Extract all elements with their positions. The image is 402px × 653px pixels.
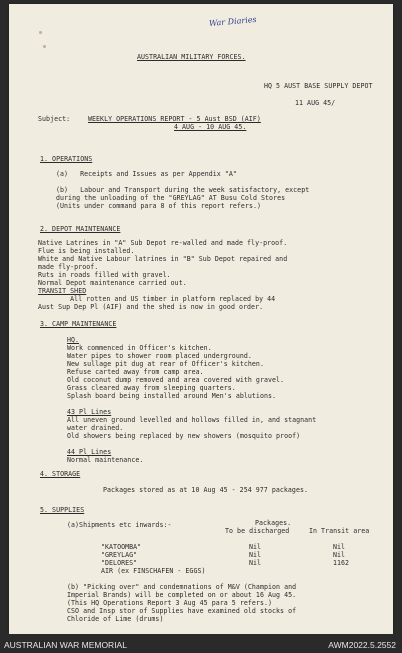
punch-hole <box>39 31 42 34</box>
section-title: 5. SUPPLIES <box>40 506 85 514</box>
text-line: (a)Shipments etc inwards:- <box>67 521 172 529</box>
subject-label: Subject: <box>38 115 71 123</box>
text-line: Imperial Brands) will be completed on or about 16 Aug 45. <box>67 591 297 599</box>
subsection-title: 44 Pl Lines <box>67 448 112 456</box>
text-line: Aust Sup Dep Pl (AIF) and the shed is now in good order. <box>38 303 264 311</box>
text-line: Water pipes to shower room placed underground. <box>67 352 252 360</box>
text-line: All uneven ground levelled and hollows filled in, and stagnant <box>67 416 317 424</box>
text-line: made fly-proof. <box>38 263 99 271</box>
table-row-name: "GREYLAG" <box>101 551 138 559</box>
text-line: Old showers being replaced by new showers (mosquito proof) <box>67 432 301 440</box>
footer-credit: AUSTRALIAN WAR MEMORIAL <box>4 640 127 650</box>
punch-hole <box>43 45 46 48</box>
footer-accession: AWM2022.5.2552 <box>328 640 396 650</box>
table-cell: Nil <box>333 551 346 559</box>
text-line: (Units under command para 8 of this report refers.) <box>56 202 262 210</box>
table-row-name: "DELORES" <box>101 559 138 567</box>
subject-line-2: 4 AUG - 10 AUG 45. <box>174 123 247 131</box>
text-line: Flue is being installed. <box>38 247 135 255</box>
report-date: 11 AUG 45/ <box>295 99 336 107</box>
text-line: (This HQ Operations Report 3 Aug 45 para 5 refers.) <box>67 599 273 607</box>
text-line: Ruts in roads filled with gravel. <box>38 271 171 279</box>
table-cell: Nil <box>249 559 262 567</box>
org-heading: AUSTRALIAN MILITARY FORCES. <box>137 53 246 61</box>
text-line: White and Native Labour latrines in "B" Sub Depot repaired and <box>38 255 288 263</box>
table-cell: Nil <box>249 551 262 559</box>
text-line: New sullage pit dug at rear of Officer's kitchen. <box>67 360 264 368</box>
section-title: 1. OPERATIONS <box>40 155 93 163</box>
subsection-title: TRANSIT SHED <box>38 287 87 295</box>
document-page <box>9 4 393 634</box>
table-row-name: AIR (ex FINSCHAFEN - EGGS) <box>101 567 206 575</box>
text-line: (b) Labour and Transport during the week satisfactory, except <box>56 186 310 194</box>
text-line: Packages stored as at 10 Aug 45 - 254 977 packages. <box>103 486 309 494</box>
text-line: (a) Receipts and Issues as per Appendix "A" <box>56 170 237 178</box>
unit-heading: HQ 5 AUST BASE SUPPLY DEPOT <box>264 82 373 90</box>
text-line: (b) "Picking over" and condemnations of M&V (Champion and <box>67 583 297 591</box>
section-title: 2. DEPOT MAINTENANCE <box>40 225 121 233</box>
text-line: water drained. <box>67 424 124 432</box>
table-cell: Nil <box>333 543 346 551</box>
text-line: Grass cleared away from sleeping quarters. <box>67 384 236 392</box>
subject-line-1: WEEKLY OPERATIONS REPORT - 5 Aust BSD (AIF) <box>88 115 261 123</box>
handwritten-note: War Diaries <box>208 14 257 29</box>
table-cell: Nil <box>249 543 262 551</box>
section-title: 4. STORAGE <box>40 470 81 478</box>
text-line: CSO and Insp stor of Supplies have examined old stocks of <box>67 607 297 615</box>
text-line: Chloride of Lime (drums) <box>67 615 164 623</box>
table-row-name: "KATOOMBA" <box>101 543 142 551</box>
text-line: Old coconut dump removed and area covered with gravel. <box>67 376 285 384</box>
text-line: Normal maintenance. <box>67 456 144 464</box>
text-line: Work commenced in Officer's kitchen. <box>67 344 212 352</box>
subsection-title: HQ. <box>67 336 80 344</box>
text-line: Splash board being installed around Men's ablutions. <box>67 392 277 400</box>
text-line: Normal Depot maintenance carried out. <box>38 279 187 287</box>
column-header: In Transit area <box>309 527 370 535</box>
text-line: All rotten and US timber in platform replaced by 44 <box>38 295 276 303</box>
section-title: 3. CAMP MAINTENANCE <box>40 320 117 328</box>
text-line: during the unloading of the "GREYLAG" AT Busu Cold Stores <box>56 194 286 202</box>
text-line: Refuse carted away from camp area. <box>67 368 204 376</box>
subsection-title: 43 Pl Lines <box>67 408 112 416</box>
column-header: To be discharged <box>225 527 290 535</box>
text-line: Native Latrines in "A" Sub Depot re-walled and made fly-proof. <box>38 239 288 247</box>
column-header: Packages. <box>255 519 292 527</box>
table-cell: 1162 <box>333 559 350 567</box>
